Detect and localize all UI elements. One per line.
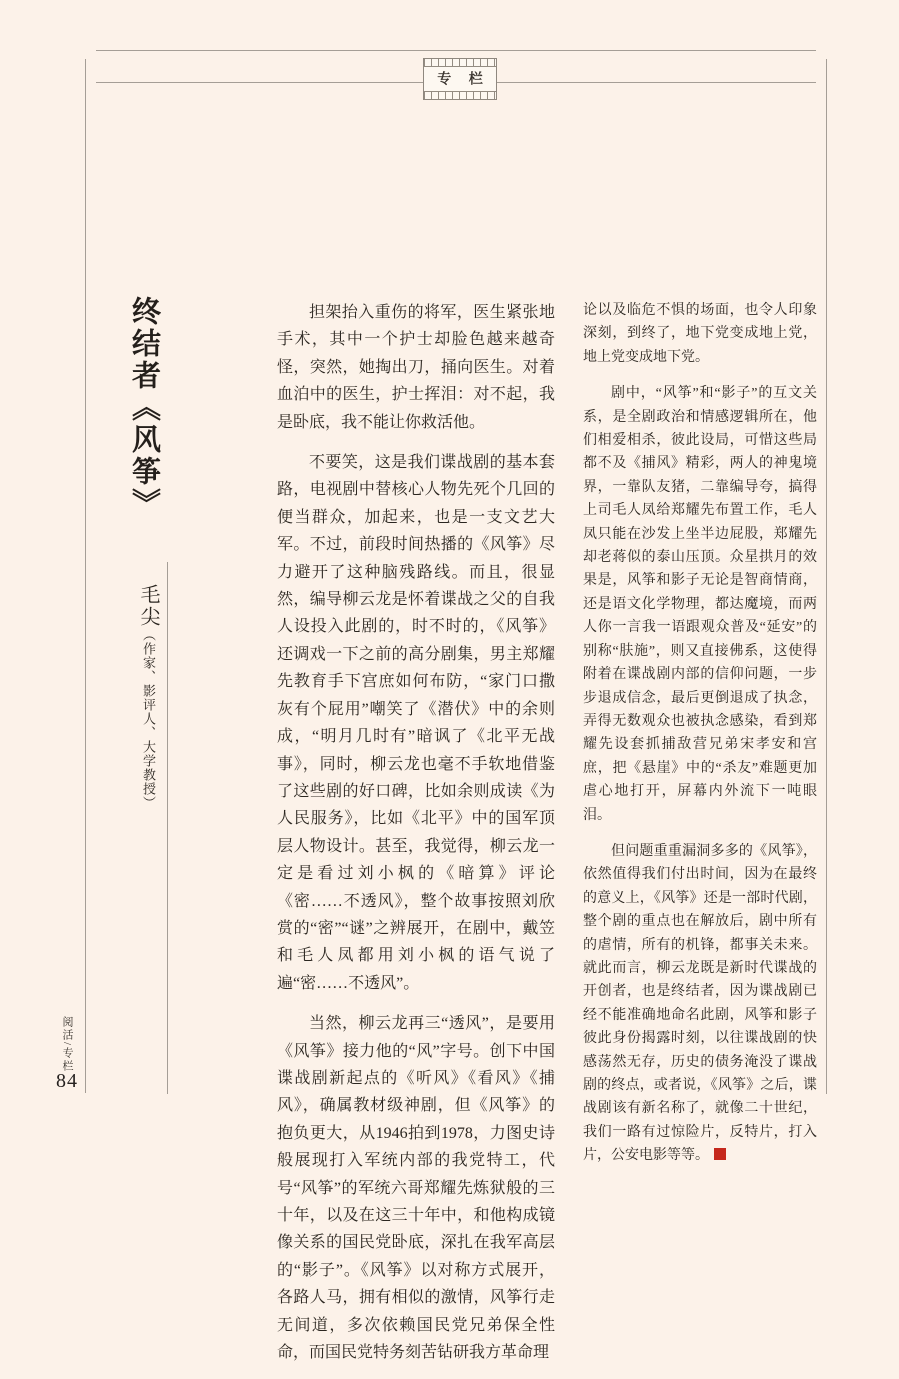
- paragraph: 当然，柳云龙再三“透风”，是要用《风筝》接力他的“风”字号。创下中国谍战剧新起点的《听风》《看风》《捕风》，确属教材级神剧，但《风筝》的抱负更大，从1946拍到1978，力图史诗般展现打入军统内部的我党特工，代号“风筝”的军统六哥郑耀先炼狱般的三十年，以及在这三十年中，和他构成镜像关系的国民党卧底，深扎在我军高层的“影子”。《风筝》以对称方式展开，各路人马，拥有相似的激情，风筝行走无间道，多次依赖国民党兄弟保全性命，而国民党特务刻苦钻研我方革命理: [277, 1015, 555, 1362]
- text-column-left: [277, 299, 555, 1379]
- author-block: [134, 584, 163, 844]
- text-column-right: [583, 299, 817, 1181]
- paragraph: 剧中，“风筝”和“影子”的互文关系，是全剧政治和情感逻辑所在，他们相爱相杀，彼此设局，可惜这些局都不及《捕风》精彩，两人的神鬼境界，一靠队友猪，二靠编导夸，搞得上司毛人凤给郑耀先布置工作，毛人凤只能在沙发上坐半边屁股，郑耀先却老蒋似的泰山压顶。众星拱月的效果是，风筝和影子无论是智商情商，还是语文化学物理，都达魔境，而两人你一言我一语跟观众普及“延安”的别称“肤施”，则又直接佛系，这使得附着在谍战剧内部的信仰问题，一步步退成信念，最后更倒退成了执念，弄得无数观众也被执念感染，看到郑耀先设套抓捕敌营兄弟宋孝安和宫庶，把《悬崖》中的“杀友”难题更加虐心地打开，屏幕内外流下一吨眼泪。: [583, 386, 817, 823]
- column-label: 专 栏: [437, 72, 490, 88]
- column-header-badge: [423, 58, 497, 100]
- article-title: 终结者《风筝》: [128, 296, 160, 520]
- sidebar-divider-rule: [167, 562, 168, 1094]
- article-end-mark: [714, 1148, 726, 1160]
- paragraph: 不要笑，这是我们谍战剧的基本套路，电视剧中替核心人物先死个几回的便当群众，加起来，也是一支文艺大军。不过，前段时间热播的《风筝》尽力避开了这种脑残路线。而且，很显然，编导柳云龙是怀着谍战之父的自我人设投入此剧的，时不时的，《风筝》还调戏一下之前的高分剧集，男主郑耀先教育手下宫庶如何布防，“家门口撒灰有个屁用”嘲笑了《潜伏》中的余则成，“明月几时有”暗讽了《北平无战事》，同时，柳云龙也毫不手软地借鉴了这些剧的好口碑，比如余则成读《为人民服务》，比如《北平》中的国军顶层人物设计。甚至，我觉得，柳云龙一定是看过刘小枫的《暗算》评论《密……不透风》，整个故事按照刘欣赏的“密”“谜”之辨展开，在剧中，戴笠和毛人凤都用刘小枫的语气说了遍“密……不透风”。: [277, 454, 555, 992]
- footer-section-label: 阅活/专栏: [61, 1016, 73, 1074]
- author-name: 毛尖: [137, 584, 159, 628]
- frame-rule-left: [85, 59, 86, 1093]
- paragraph: 论以及临危不惧的场面，也令人印象深刻，到终了，地下党变成地上党，地上党变成地下党。: [583, 303, 817, 365]
- filmstrip-perforations-bottom-icon: [424, 91, 496, 99]
- paragraph: 但问题重重漏洞多多的《风筝》，依然值得我们付出时间，因为在最终的意义上，《风筝》还是一部时代剧，整个剧的重点也在解放后，剧中所有的虐情，所有的机锋，都事关未来。就此而言，柳云龙既是新时代谍战的开创者，也是终结者，因为谍战剧已经不能准确地命名此剧，风筝和影子彼此身份揭露时刻，以往谍战剧的快感荡然无存，历史的债务淹没了谍战剧的终点，或者说，《风筝》之后，谍战剧该有新名称了，就像二十世纪，我们一路有过惊险片，反特片，打入片，公安电影等等。: [583, 843, 817, 1164]
- top-rule-outer: [96, 50, 816, 51]
- page-number: 84: [56, 1070, 78, 1092]
- frame-rule-right: [826, 59, 827, 1094]
- author-credentials: （作家、影评人、大学教授）: [141, 628, 156, 810]
- paragraph: 担架抬入重伤的将军，医生紧张地手术，其中一个护士却脸色越来越奇怪，突然，她掏出刀，捅向医生。对着血泊中的医生，护士挥泪：对不起，我是卧底，我不能让你救活他。: [277, 304, 555, 431]
- filmstrip-perforations-top-icon: [424, 59, 496, 67]
